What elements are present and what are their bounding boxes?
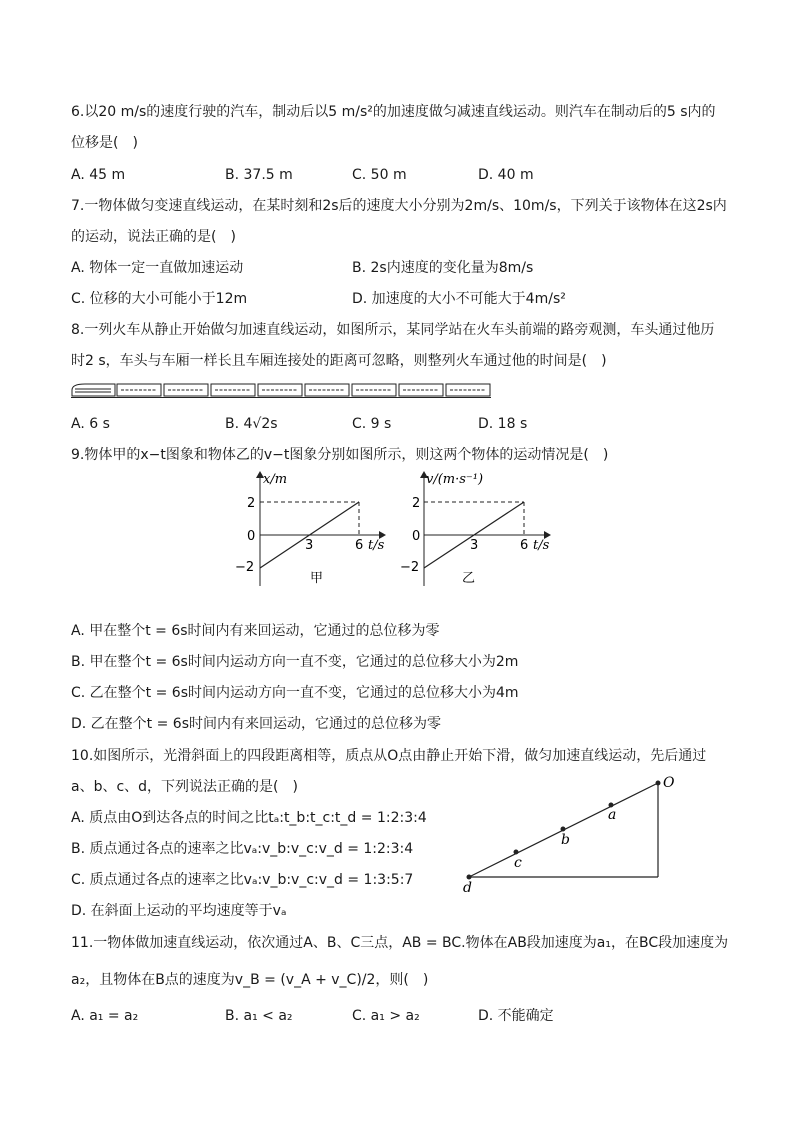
v-t-ytick-0: 0: [412, 529, 421, 544]
v-t-ytick-2: 2: [412, 496, 421, 511]
q10-stem-line1: 10.如图所示，光滑斜面上的四段距离相等，质点从O点由静止开始下滑，做匀加速直线运动，先后通过: [71, 748, 707, 764]
q8-option-a: A. 6 s: [71, 416, 110, 432]
q10-option-b: B. 质点通过各点的速率之比vₐ:v_b:v_c:v_d = 1:2:3:4: [71, 841, 414, 857]
point-b: [561, 827, 566, 832]
point-o: [656, 781, 661, 786]
q11-option-a: A. a₁ = a₂: [71, 1008, 139, 1024]
label-a: a: [608, 807, 617, 823]
v-t-caption: 乙: [462, 571, 476, 586]
train-cars: [117, 384, 490, 396]
q10-option-d: D. 在斜面上运动的平均速度等于vₐ: [71, 903, 287, 919]
q7-option-c: C. 位移的大小可能小于12m: [71, 291, 248, 307]
q6-stem-line2: 位移是( ): [71, 135, 138, 151]
q6-stem-line1: 6.以20 m/s的速度行驶的汽车，制动后以5 m/s²的加速度做匀减速直线运动。则汽车在制动后的5 s内的: [71, 104, 716, 120]
x-t-ylabel: x/m: [263, 472, 288, 487]
v-t-xlabel: t/s: [533, 538, 550, 553]
label-b: b: [561, 832, 570, 848]
q9-option-d: D. 乙在整个t = 6s时间内有来回运动，它通过的总位移为零: [71, 716, 442, 732]
label-d: d: [463, 880, 472, 896]
q9-stem-line1: 9.物体甲的x−t图象和物体乙的v−t图象分别如图所示，则这两个物体的运动情况是( ): [71, 447, 609, 463]
q11-stem-line2: a₂，且物体在B点的速度为v_B = (v_A + v_C)/2，则( ): [71, 972, 429, 988]
q9-option-a: A. 甲在整个t = 6s时间内有来回运动，它通过的总位移为零: [71, 623, 440, 639]
x-t-xlabel: t/s: [368, 538, 385, 553]
train-figure: [71, 381, 493, 399]
point-d: [467, 875, 472, 880]
q7-stem-line2: 的运动，说法正确的是( ): [71, 229, 236, 245]
q8-stem-line1: 8.一列火车从静止开始做匀加速直线运动，如图所示，某同学站在火车头前端的路旁观测，车头通过他历: [71, 322, 715, 338]
v-t-xtick-6: 6: [520, 538, 529, 553]
q9-graph-v-t: [390, 466, 570, 590]
q7-option-b: B. 2s内速度的变化量为8m/s: [352, 260, 534, 276]
label-c: c: [514, 855, 522, 871]
q11-stem-line1: 11.一物体做加速直线运动，依次通过A、B、C三点，AB = BC.物体在AB段加速度为a₁，在BC段加速度为: [71, 935, 729, 951]
q10-option-a: A. 质点由O到达各点的时间之比tₐ:t_b:t_c:t_d = 1:2:3:4: [71, 810, 427, 826]
q10-stem-line2: a、b、c、d，下列说法正确的是( ): [71, 779, 298, 795]
q8-option-c: C. 9 s: [352, 416, 392, 432]
x-t-caption: 甲: [310, 571, 324, 586]
v-t-xtick-3: 3: [470, 538, 479, 553]
q8-stem-line2: 时2 s，车头与车厢一样长且车厢连接处的距离可忽略，则整列火车通过他的时间是( ): [71, 353, 607, 369]
x-t-ytick-neg2: −2: [235, 560, 255, 575]
q7-option-d: D. 加速度的大小不可能大于4m/s²: [352, 291, 566, 307]
x-t-xtick-6: 6: [355, 538, 364, 553]
x-t-ytick-0: 0: [247, 529, 256, 544]
x-t-xtick-3: 3: [305, 538, 314, 553]
train-locomotive: [72, 384, 115, 396]
q6-option-d: D. 40 m: [478, 167, 534, 183]
v-t-ylabel: v/(m·s⁻¹): [426, 472, 484, 487]
incline-figure: [455, 772, 685, 897]
q7-option-a: A. 物体一定一直做加速运动: [71, 260, 244, 276]
v-t-ytick-neg2: −2: [400, 560, 420, 575]
q7-stem-line1: 7.一物体做匀变速直线运动，在某时刻和2s后的速度大小分别为2m/s、10m/s，下列关于该物体在这2s内: [71, 198, 727, 214]
q11-option-d: D. 不能确定: [478, 1008, 554, 1024]
q11-option-b: B. a₁ < a₂: [225, 1008, 293, 1024]
point-c: [514, 850, 519, 855]
q8-option-d: D. 18 s: [478, 416, 528, 432]
label-o: O: [663, 775, 675, 791]
q9-option-c: C. 乙在整个t = 6s时间内运动方向一直不变，它通过的总位移大小为4m: [71, 685, 519, 701]
q6-option-b: B. 37.5 m: [225, 167, 293, 183]
q11-option-c: C. a₁ > a₂: [352, 1008, 420, 1024]
q6-option-c: C. 50 m: [352, 167, 407, 183]
q10-option-c: C. 质点通过各点的速率之比vₐ:v_b:v_c:v_d = 1:3:5:7: [71, 872, 414, 888]
q8-option-b: B. 4√2s: [225, 416, 278, 432]
q9-graph-x-t: [225, 466, 395, 590]
q9-option-b: B. 甲在整个t = 6s时间内运动方向一直不变，它通过的总位移大小为2m: [71, 654, 519, 670]
q6-option-a: A. 45 m: [71, 167, 126, 183]
x-t-ytick-2: 2: [247, 496, 256, 511]
